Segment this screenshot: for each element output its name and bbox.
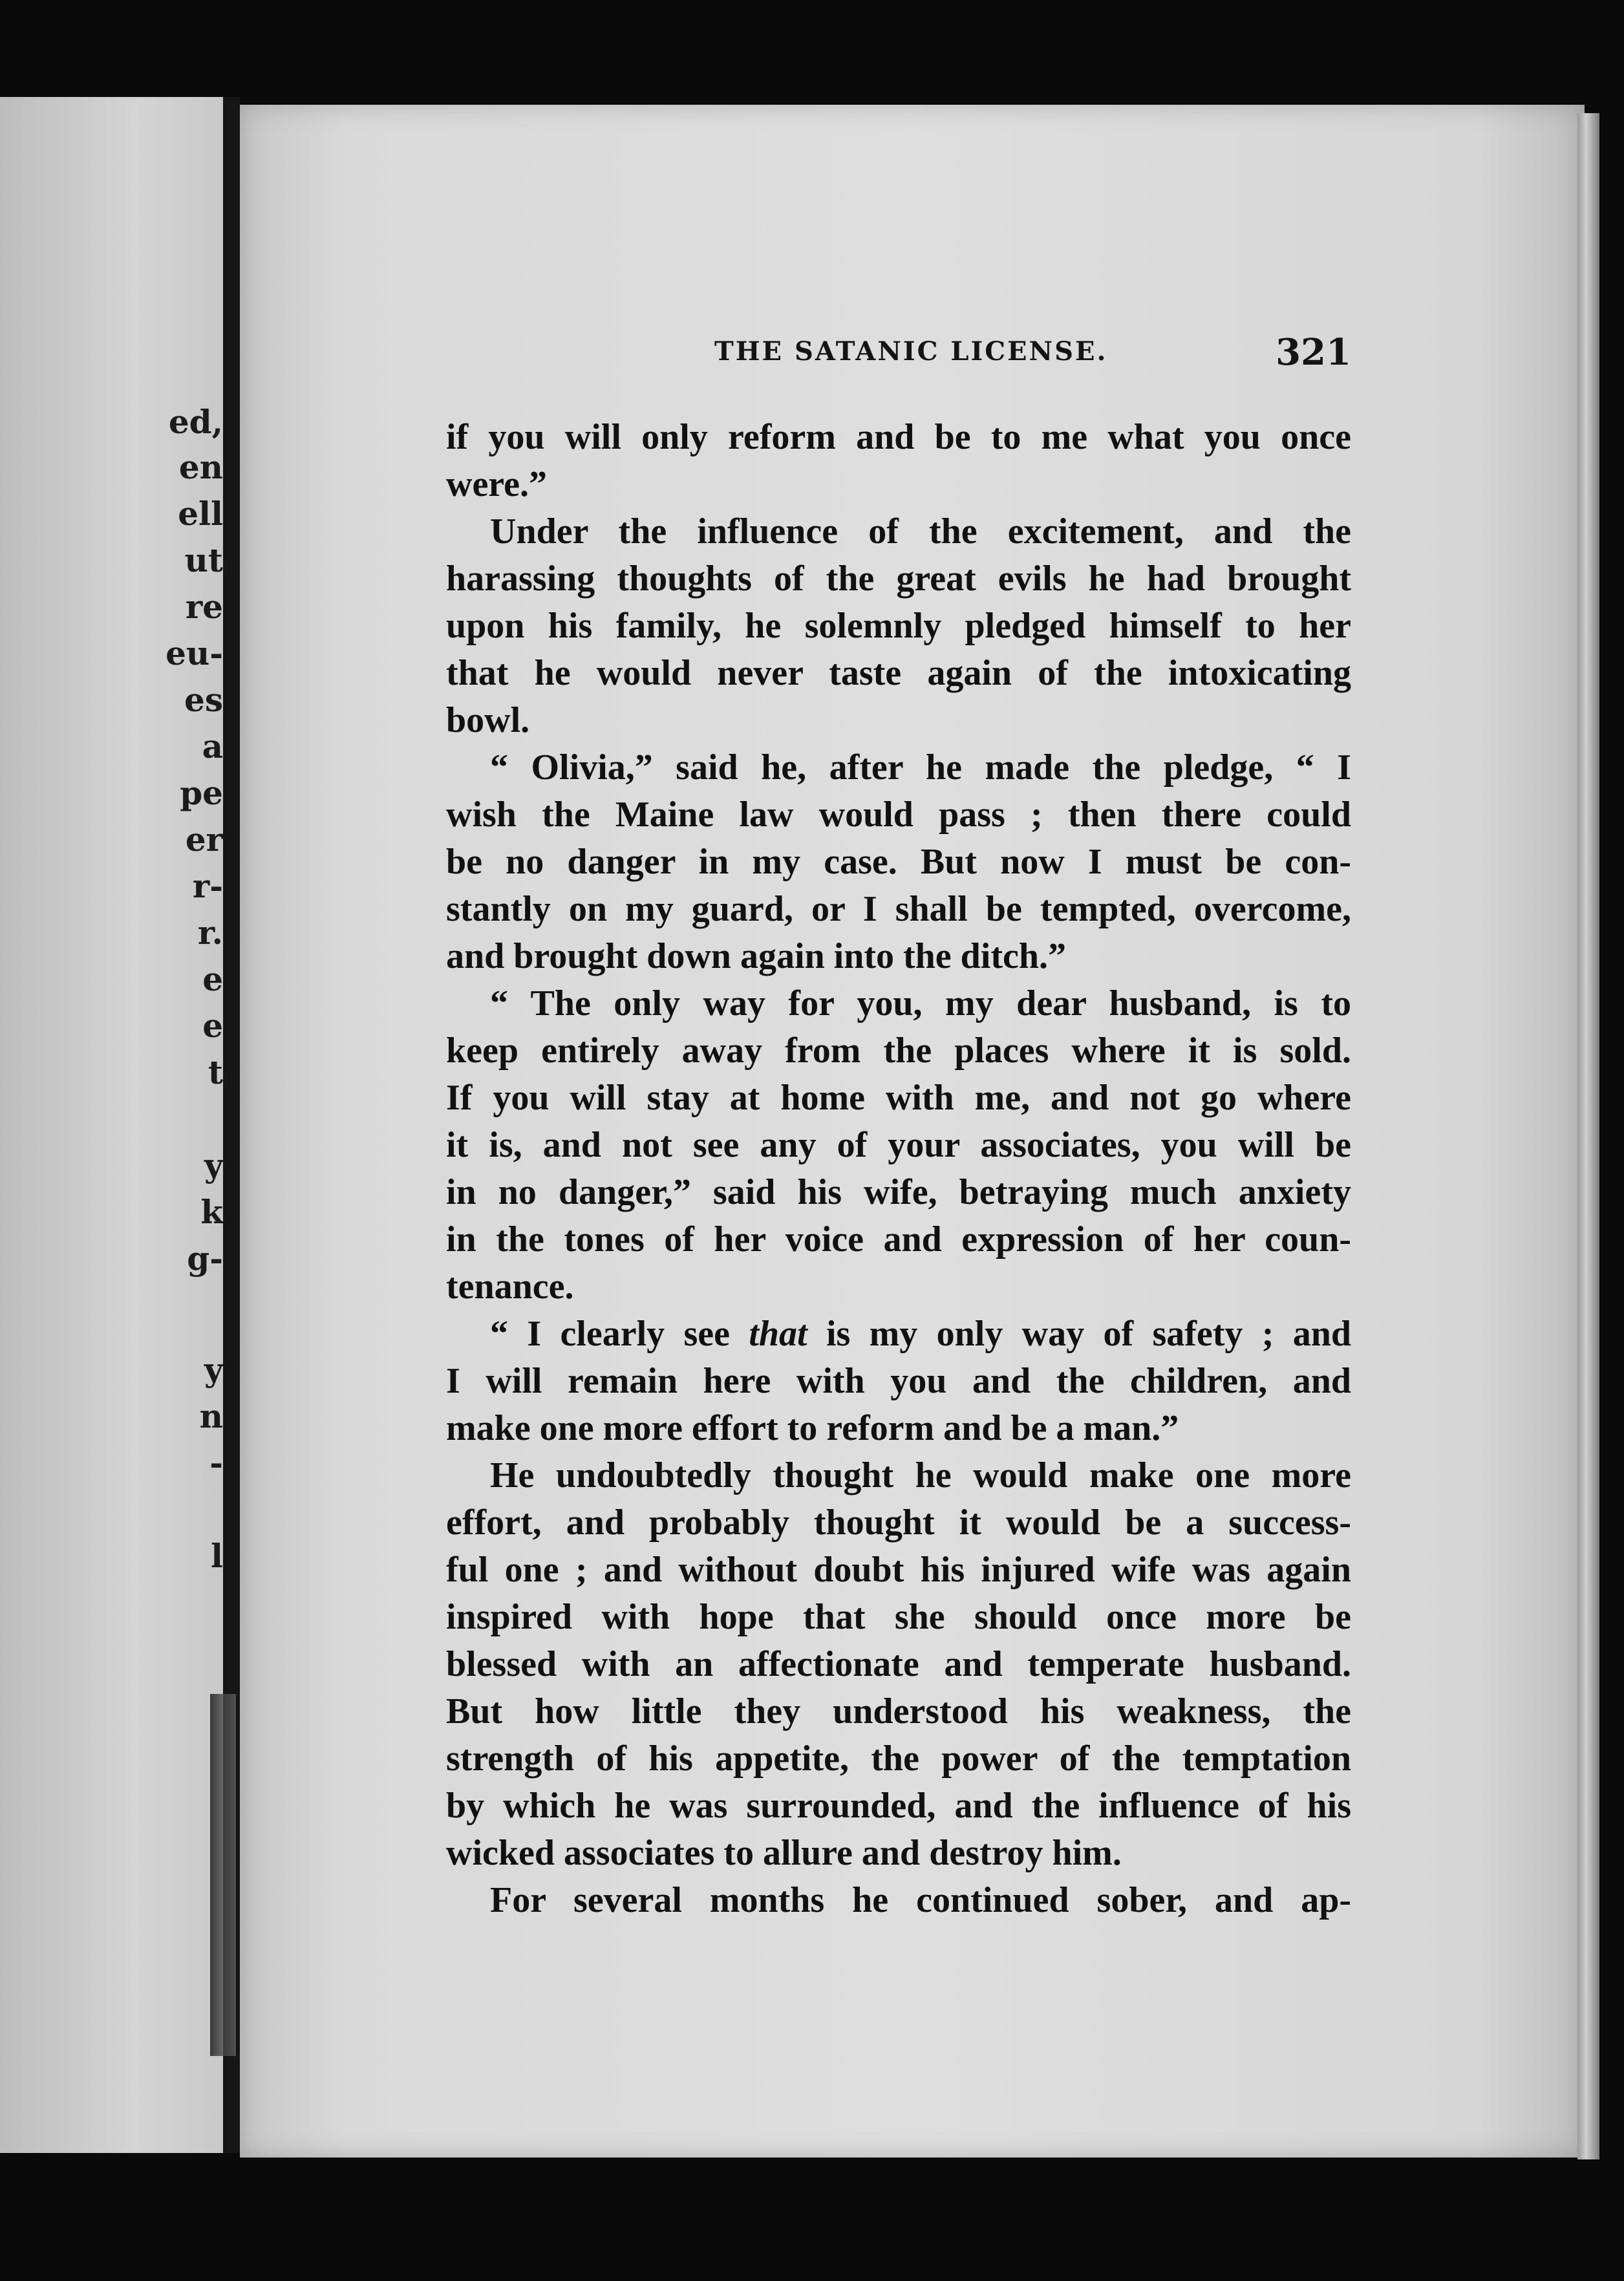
text-line: Under the influence of the excitement, and the [490,511,1351,552]
margin-fragment: y [204,1351,223,1389]
text-line: if you will only reform and be to me what you once [446,417,1351,457]
text-line: He undoubtedly thought he would make one more [490,1455,1351,1495]
text-line [446,1311,1351,1358]
text-line: inspired with hope that she should once more be [446,1597,1351,1637]
text-run: is my only way of safety ; and [826,1314,1351,1354]
text-line: “ Olivia,” said he, after he made the pledge, “ I [490,747,1351,787]
text-line: by which he was surrounded, and the influence of his [446,1786,1351,1826]
text-line: were.” [446,464,547,504]
text-line: stantly on my guard, or I shall be tempted, overcome, [446,889,1351,929]
text-line: it is, and not see any of your associates, you will be [446,1125,1351,1165]
margin-fragment: er [185,820,223,859]
page-edge [1577,113,1599,2159]
margin-fragment: eu- [166,634,223,672]
text-line: wish the Maine law would pass ; then there could [446,795,1351,835]
margin-fragment: a [202,727,223,766]
text-line: blessed with an affectionate and temperate husband. [446,1644,1351,1684]
text-line: harassing thoughts of the great evils he had brought [446,559,1351,599]
emphasized-word: that [749,1314,807,1354]
running-header [446,331,1351,376]
margin-fragment: t [208,1053,223,1091]
margin-fragment: l [211,1537,223,1575]
page-number: 321 [1276,331,1351,374]
text-line: upon his family, he solemnly pledged himself to her [446,606,1351,646]
page-body [446,414,1351,1924]
margin-fragment: - [209,1444,223,1482]
chapter-title: THE SATANIC LICENSE. [714,336,1108,367]
text-line: that he would never taste again of the intoxicating [446,653,1351,693]
margin-fragment: r. [197,914,223,952]
margin-fragment: k [200,1193,223,1231]
text-line: keep entirely away from the places where it is sold. [446,1031,1351,1071]
text-line: in the tones of her voice and expression of her coun- [446,1219,1351,1259]
text-line: strength of his appetite, the power of the temptation [446,1739,1351,1779]
margin-fragment: ell [178,495,223,533]
text-line: If you will stay at home with me, and not go where [446,1078,1351,1118]
text-line: effort, and probably thought it would be a success- [446,1503,1351,1543]
text-line: bowl. [446,700,530,740]
text-line: I will remain here with you and the children, and [446,1361,1351,1401]
text-run: “ I clearly see [490,1314,730,1354]
gutter-shadow [210,1694,236,2056]
margin-fragment: r- [192,867,223,905]
margin-fragment: ut [184,541,223,579]
margin-fragment: e [202,960,223,998]
margin-fragment: pe [180,774,223,812]
margin-fragment: n [199,1397,223,1435]
margin-fragment: y [204,1146,223,1184]
margin-fragment: ed, [168,403,223,441]
text-line: and brought down again into the ditch.” [446,936,1066,976]
margin-fragment: g- [187,1239,223,1278]
text-line: But how little they understood his weakness, the [446,1691,1351,1731]
text-line: be no danger in my case. But now I must be con- [446,842,1351,882]
margin-fragment: en [178,448,223,486]
margin-fragment: re [185,588,223,626]
text-line: wicked associates to allure and destroy him. [446,1833,1122,1873]
text-line: tenance. [446,1267,574,1307]
text-line: For several months he continued sober, and ap- [490,1880,1351,1920]
margin-fragment: e [202,1007,223,1045]
text-line: make one more effort to reform and be a man.” [446,1408,1179,1448]
margin-fragment: es [184,681,223,719]
text-line: in no danger,” said his wife, betraying much anxiety [446,1172,1351,1212]
text-line: ful one ; and without doubt his injured wife was again [446,1550,1351,1590]
facing-page-edge [0,97,223,2153]
text-line: “ The only way for you, my dear husband, is to [490,983,1351,1023]
